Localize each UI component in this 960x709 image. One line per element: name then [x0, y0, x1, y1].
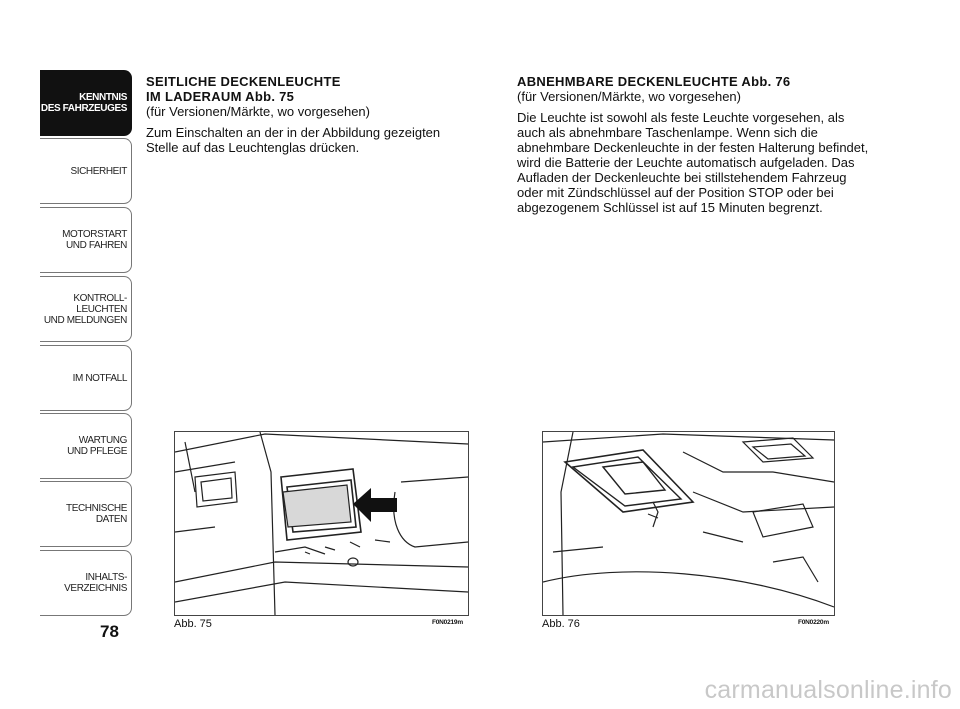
- side-cargo-light-drawing: [175, 432, 468, 615]
- tab-motorstart-und-fahren[interactable]: MOTORSTART UND FAHREN: [40, 207, 132, 273]
- tab-im-notfall[interactable]: IM NOTFALL: [40, 345, 132, 411]
- right-column: [517, 74, 872, 215]
- right-body: Die Leuchte ist sowohl als feste Leuchte vorgesehen, als auch als abnehmbare Taschenlampe. Wenn sich die abnehmbare Deckenleuchte in der festen Halterung befindet, wird die Batterie der Leuchte automatisch aufgeladen. Das Aufladen der Deckenleuchte bei stillstehendem Fahrzeug oder mit Zündschlüssel auf der Position STOP oder bei abgezogenem Schlüssel ist auf 15 Minuten begrenzt.: [517, 110, 869, 215]
- tab-technische-daten[interactable]: TECHNISCHE DATEN: [40, 481, 132, 547]
- left-heading-line1: SEITLICHE DECKENLEUCHTE: [146, 74, 341, 89]
- left-column: [146, 74, 491, 155]
- removable-lamp-drawing: [543, 432, 834, 615]
- tab-inhaltsverzeichnis[interactable]: INHALTS- VERZEICHNIS: [40, 550, 132, 616]
- tab-kenntnis-des-fahrzeuges[interactable]: KENNTNIS DES FAHRZEUGES: [40, 70, 132, 136]
- figure-75-code: F0N0219m: [432, 619, 463, 626]
- figure-76-illustration: [542, 431, 835, 616]
- tab-sicherheit[interactable]: SICHERHEIT: [40, 138, 132, 204]
- tab-wartung-und-pflege[interactable]: WARTUNG UND PFLEGE: [40, 413, 132, 479]
- right-note: (für Versionen/Märkte, wo vorgesehen): [517, 89, 741, 104]
- right-heading: ABNEHMBARE DECKENLEUCHTE Abb. 76: [517, 74, 791, 89]
- left-heading-line2: IM LADERAUM Abb. 75: [146, 89, 295, 104]
- figure-76-caption: Abb. 76: [542, 618, 580, 630]
- figure-75-caption: Abb. 75: [174, 618, 212, 630]
- page-number: 78: [100, 622, 119, 641]
- tab-kontrollleuchten[interactable]: KONTROLL- LEUCHTEN UND MELDUNGEN: [40, 276, 132, 342]
- figure-75-illustration: [174, 431, 469, 616]
- left-body: Zum Einschalten an der in der Abbildung gezeigten Stelle auf das Leuchtenglas drücken.: [146, 125, 441, 155]
- left-note: (für Versionen/Märkte, wo vorgesehen): [146, 104, 370, 119]
- watermark-text: carmanualsonline.info: [704, 676, 952, 704]
- figure-76-code: F0N0220m: [798, 619, 829, 626]
